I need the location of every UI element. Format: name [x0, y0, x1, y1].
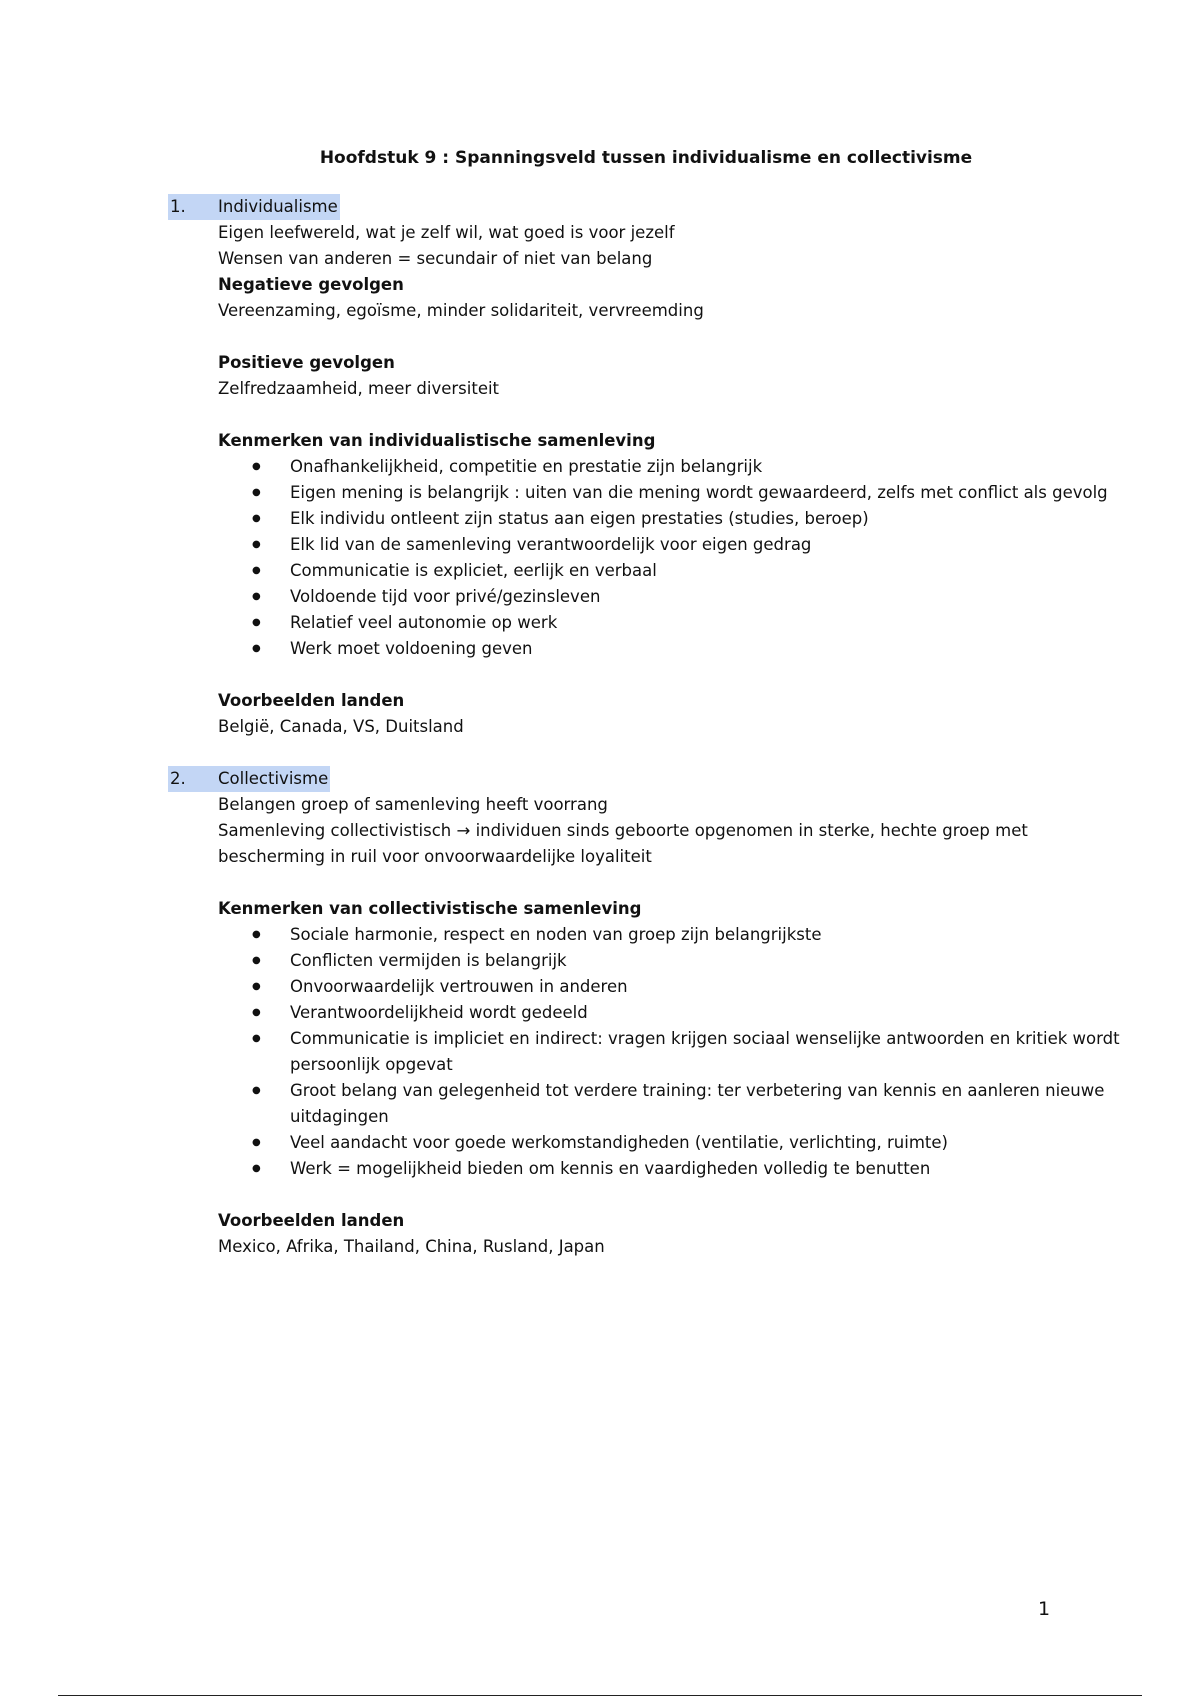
- section-title: Collectivisme: [218, 766, 330, 792]
- list-item: ● Sociale harmonie, respect en noden van groep zijn belangrijkste: [290, 922, 1158, 948]
- bullet-list: [290, 454, 1158, 662]
- subheading-positive-effects: Positieve gevolgen: [218, 353, 395, 372]
- paragraph-line: België, Canada, VS, Duitsland: [218, 717, 464, 736]
- list-item: ● Verantwoordelijkheid wordt gedeeld: [290, 1000, 1158, 1026]
- footer-divider: [58, 1695, 1142, 1696]
- paragraph-line: Mexico, Afrika, Thailand, China, Rusland, Japan: [218, 1237, 605, 1256]
- subheading-features: Kenmerken van individualistische samenleving: [218, 431, 656, 450]
- subheading-example-countries: Voorbeelden landen: [218, 1211, 405, 1230]
- subheading-example-countries: Voorbeelden landen: [218, 691, 405, 710]
- list-item: ● Communicatie is impliciet en indirect: vragen krijgen sociaal wenselijke antwoorden en kritiek wordt persoonlijk opgevat: [290, 1026, 1158, 1078]
- list-item: ● Relatief veel autonomie op werk: [290, 610, 1158, 636]
- list-item: ● Werk = mogelijkheid bieden om kennis en vaardigheden volledig te benutten: [290, 1156, 1158, 1182]
- subheading-negative-effects: Negatieve gevolgen: [218, 275, 404, 294]
- page-number: 1: [1038, 1598, 1051, 1620]
- paragraph-line: Vereenzaming, egoïsme, minder solidariteit, vervreemding: [218, 301, 704, 320]
- list-item: ● Elk lid van de samenleving verantwoordelijk voor eigen gedrag: [290, 532, 1158, 558]
- document-body: [170, 194, 1158, 1260]
- page-title: Hoofdstuk 9 : Spanningsveld tussen individualisme en collectivisme: [319, 148, 973, 168]
- section-heading-individualisme: [170, 194, 1158, 220]
- list-item: ● Voldoende tijd voor privé/gezinsleven: [290, 584, 1158, 610]
- list-item: ● Communicatie is expliciet, eerlijk en verbaal: [290, 558, 1158, 584]
- paragraph-line: Eigen leefwereld, wat je zelf wil, wat goed is voor jezelf: [218, 223, 675, 242]
- list-item: ● Groot belang van gelegenheid tot verdere training: ter verbetering van kennis en aanleren nieuwe uitdagingen: [290, 1078, 1158, 1130]
- list-item: ● Eigen mening is belangrijk : uiten van die mening wordt gewaardeerd, zelfs met conflict als gevolg: [290, 480, 1158, 506]
- paragraph-line: Belangen groep of samenleving heeft voorrang: [218, 795, 608, 814]
- paragraph-line: bescherming in ruil voor onvoorwaardelijke loyaliteit: [218, 847, 652, 866]
- section-number: 1.: [168, 194, 218, 220]
- list-item: ● Elk individu ontleent zijn status aan eigen prestaties (studies, beroep): [290, 506, 1158, 532]
- bullet-list: [290, 922, 1158, 1182]
- list-item: ● Onafhankelijkheid, competitie en prestatie zijn belangrijk: [290, 454, 1158, 480]
- list-item: ● Veel aandacht voor goede werkomstandigheden (ventilatie, verlichting, ruimte): [290, 1130, 1158, 1156]
- list-item: ● Onvoorwaardelijk vertrouwen in anderen: [290, 974, 1158, 1000]
- subheading-features: Kenmerken van collectivistische samenleving: [218, 899, 642, 918]
- paragraph-line: Wensen van anderen = secundair of niet van belang: [218, 249, 653, 268]
- paragraph-line: Zelfredzaamheid, meer diversiteit: [218, 379, 500, 398]
- section-number: 2.: [168, 766, 218, 792]
- list-item: ● Werk moet voldoening geven: [290, 636, 1158, 662]
- paragraph-line: Samenleving collectivistisch → individuen sinds geboorte opgenomen in sterke, hechte groep met: [218, 821, 1028, 840]
- section-title: Individualisme: [218, 194, 340, 220]
- section-heading-collectivisme: [170, 766, 1158, 792]
- list-item: ● Conflicten vermijden is belangrijk: [290, 948, 1158, 974]
